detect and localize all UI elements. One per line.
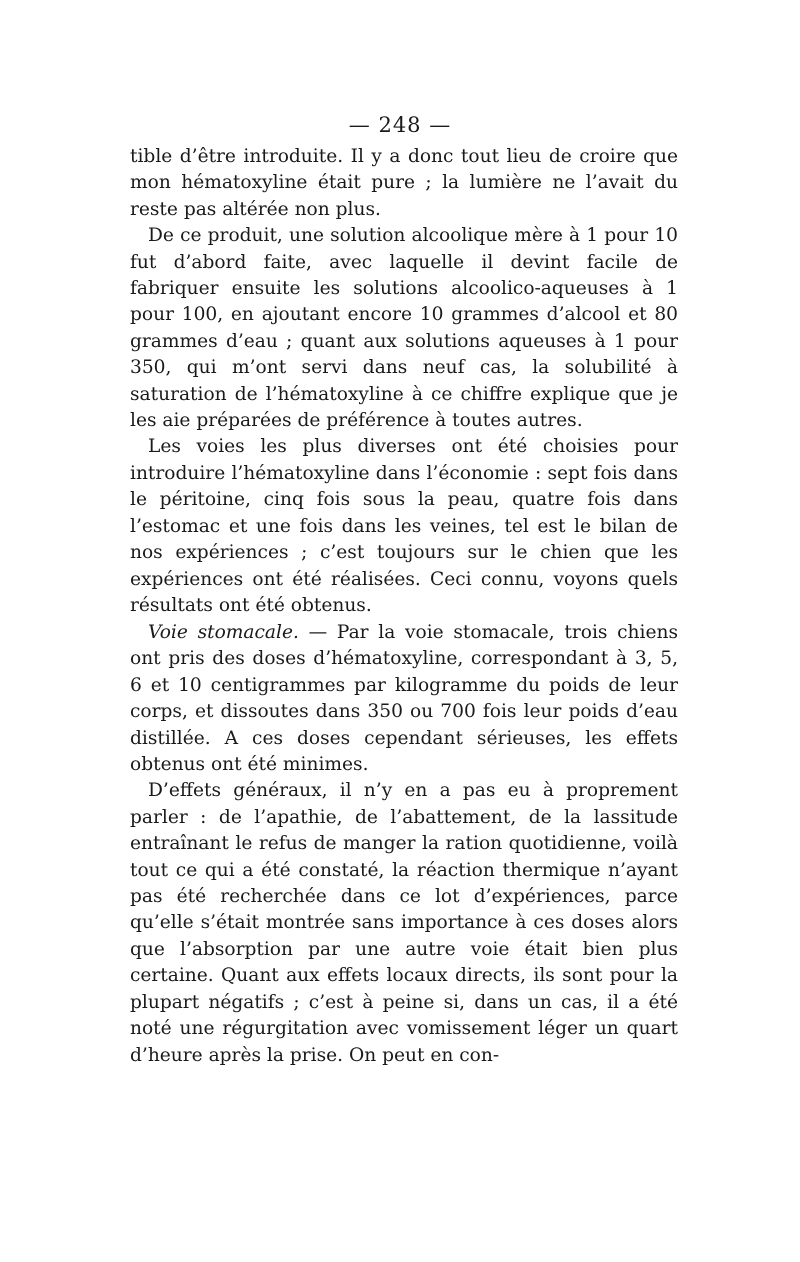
- paragraph-routes: Les voies les plus diverses ont été choisies pour introduire l’hématoxyline dans l’économie : sept fois dans le péritoine, cinq fois sous la peau, quatre fois dans l’estomac et une fois dans les veines, tel est le bilan de nos expériences ; c’est toujours sur le chien que les expériences ont été réalisées. Ceci connu, voyons quels résultats ont été obtenus.: [130, 436, 678, 616]
- paragraph-continuation: tible d’être introduite. Il y a donc tout lieu de croire que mon hématoxyline était pure ; la lumière ne l’avait du reste pas altérée non plus.: [130, 146, 678, 220]
- paragraph-voie-stomacale-body: — Par la voie stomacale, trois chiens ont pris des doses d’hématoxyline, correspondant à 3, 5, 6 et 10 centigrammes par kilogramme du poids de leur corps, et dissoutes dans 350 ou 700 fois leur poids d’eau distillée. A ces doses cependant sérieuses, les effets obtenus ont été minimes.: [130, 622, 679, 776]
- paragraph-solutions: De ce produit, une solution alcoolique mère à 1 pour 10 fut d’abord faite, avec laquelle il devint facile de fabriquer ensuite les solutions alcoolico-aqueuses à 1 pour 100, en ajoutant encore 10 grammes d’alcool et 80 grammes d’eau ; quant aux solutions aqueuses à 1 pour 350, qui m’ont servi dans neuf cas, la solubilité à saturation de l’hématoxyline à ce chiffre explique que je les aie préparées de préférence à toutes autres.: [130, 225, 678, 432]
- paragraph-voie-stomacale: [130, 620, 678, 778]
- page-number: — 248 —: [348, 113, 452, 137]
- text-section-1: [130, 144, 678, 619]
- paragraph-general-effects: D’effets généraux, il n’y en a pas eu à proprement parler : de l’apathie, de l’abattement, de la lassitude entraînant le refus de manger la ration quotidienne, voilà tout ce qui a été constaté, la réaction thermique n’ayant pas été recherchée dans ce lot d’expériences, parce qu’elle s’était montrée sans importance à ces doses alors que l’absorption par une autre voie était bien plus certaine. Quant aux effets locaux directs, ils sont pour la plupart négatifs ; c’est à peine si, dans un cas, il a été noté une régurgitation avec vomissement léger un quart d’heure après la prise. On peut en con-: [130, 780, 678, 1066]
- text-section-2: [130, 620, 678, 1069]
- section-heading-voie-stomacale: Voie stomacale.: [148, 622, 299, 643]
